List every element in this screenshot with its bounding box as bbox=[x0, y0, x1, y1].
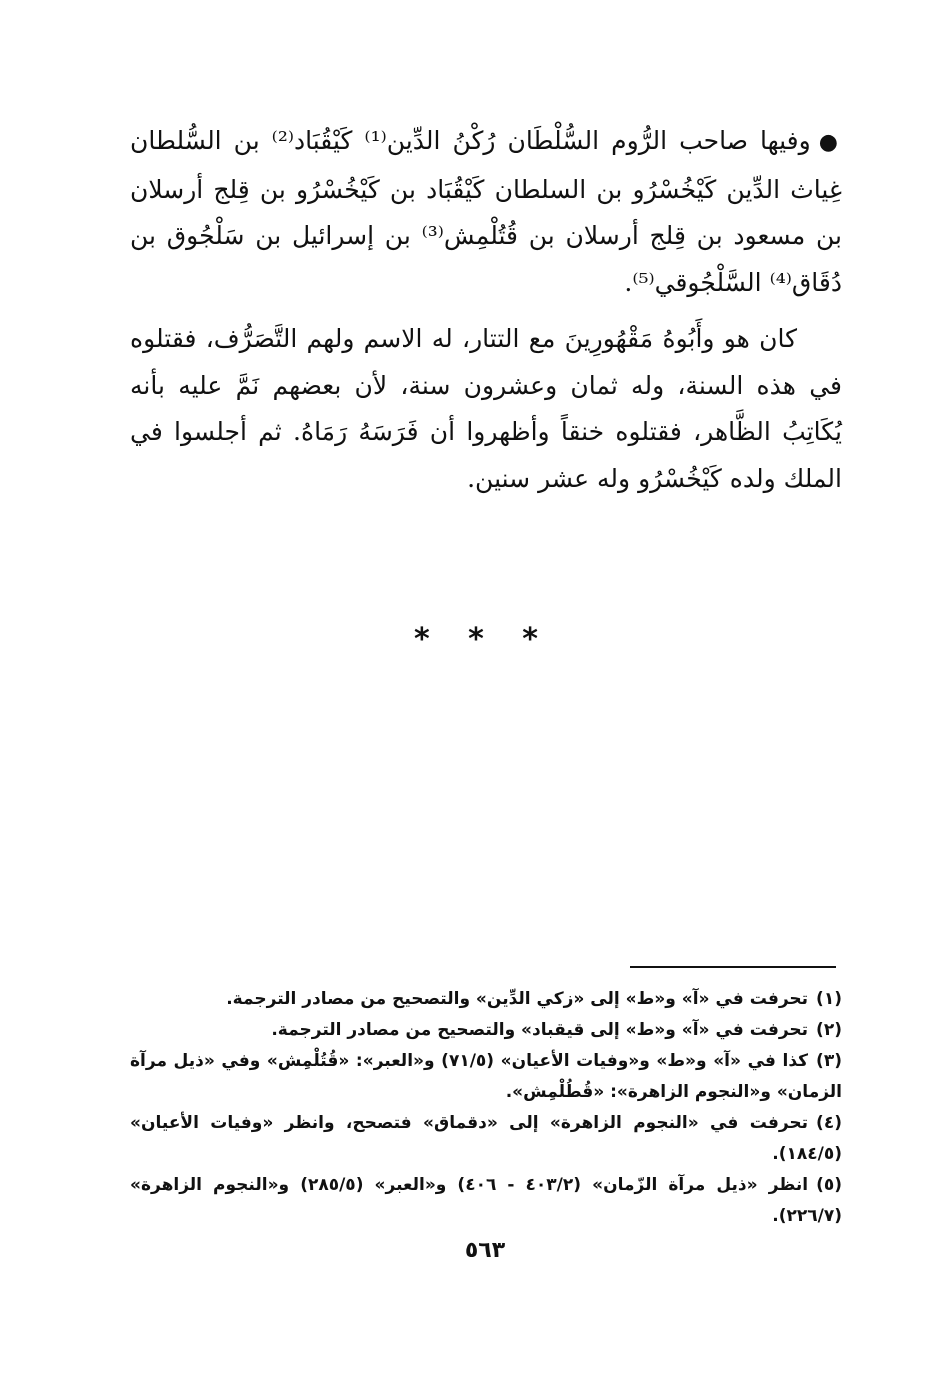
footnote-1 bbox=[130, 984, 842, 1015]
footnote-4 bbox=[130, 1108, 842, 1170]
footnote-3 bbox=[130, 1046, 842, 1108]
paragraph-1-text: وفيها صاحب الرُّوم السُّلْطَان رُكْنُ الدِّين⁽¹⁾ كَيْقُبَاد⁽²⁾ بن السُّلطان غِياث الدِّين كَيْخُسْرُو بن السلطان كَيْقُبَاد بن كَيْخُسْرُو بن قِلج أرسلان بن مسعود بن قِلج أرسلان بن قُتُلْمِش⁽³⁾ بن إسرائيل بن سَلْجُوق بن دُقَاق⁽⁴⁾ السَّلْجُوقي⁽⁵⁾. bbox=[130, 126, 842, 297]
bullet-icon: ● bbox=[818, 130, 842, 155]
page-number: ٥٦٣ bbox=[464, 1238, 506, 1263]
main-text bbox=[130, 118, 842, 502]
footnote-text: تحرفت في «النجوم الزاهرة» إلى «دقماق» فتصحح، وانظر «وفيات الأعيان» (١٨٤/٥). bbox=[130, 1113, 842, 1164]
paragraph-second: كان هو وأَبُوهُ مَقْهُورِينَ مع التتار، له الاسم ولهم التَّصَرُّف، فقتلوه في هذه السنة، وله ثمان وعشرون سنة، لأن بعضهم نَمَّ عليه بأنه يُكَاتِبُ الظَّاهر، فقتلوه خنقاً وأظهروا أن فَرَسَهُ رَمَاهُ. ثم أجلسوا في الملك ولده كَيْخُسْرُو وله عشر سنين. bbox=[130, 324, 842, 493]
footnote-text: تحرفت في «آ» و«ط» إلى قيقباد» والتصحيح من مصادر الترجمة. bbox=[271, 1020, 809, 1040]
footnote-2 bbox=[130, 1015, 842, 1046]
footnote-number: (٥) bbox=[816, 1175, 843, 1195]
footnote-text: كذا في «آ» و«ط» و«وفيات الأعيان» (٧١/٥) و«العبر»: «قُتُلْمِش» وفي «ذيل مرآة الزمان» و«النجوم الزاهرة»: «قُطُلْمِش». bbox=[130, 1051, 842, 1102]
section-separator: * * * bbox=[414, 622, 552, 657]
footnote-text: انظر «ذيل مرآة الزّمان» (٤٠٣/٢ - ٤٠٦) و«العبر» (٢٨٥/٥) و«النجوم الزاهرة» (٢٢٦/٧). bbox=[130, 1175, 842, 1226]
footnote-number: (٢) bbox=[816, 1020, 842, 1040]
footnote-text: تحرفت في «آ» و«ط» إلى «زكي الدِّين» والتصحيح من مصادر الترجمة. bbox=[226, 989, 809, 1009]
footnotes bbox=[130, 984, 842, 1232]
paragraph-first bbox=[130, 118, 842, 306]
footnote-number: (١) bbox=[816, 989, 842, 1009]
footnote-number: (٣) bbox=[816, 1051, 842, 1071]
footnote-5 bbox=[130, 1170, 842, 1232]
footnote-divider bbox=[630, 966, 836, 968]
footnote-number: (٤) bbox=[816, 1113, 842, 1133]
